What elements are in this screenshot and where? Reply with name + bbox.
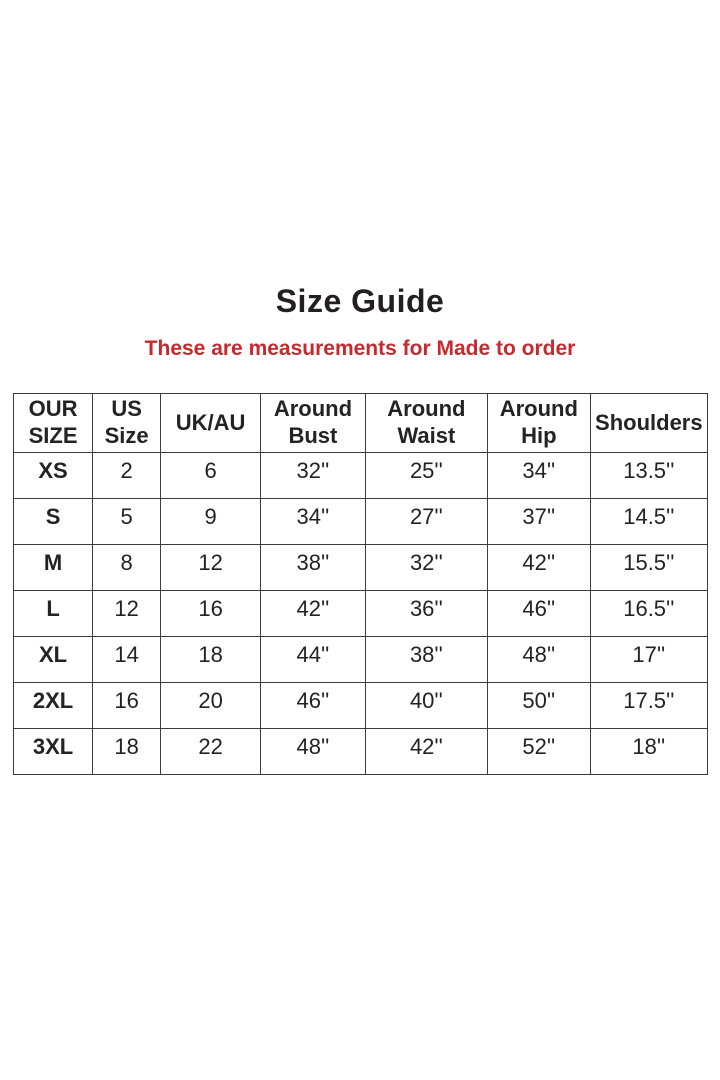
cell-shoulders: 16.5'' xyxy=(590,591,707,637)
page-subtitle: These are measurements for Made to order xyxy=(144,337,576,360)
cell-waist: 40'' xyxy=(365,683,487,729)
cell-bust: 42'' xyxy=(261,591,366,637)
page-title: Size Guide xyxy=(275,283,445,319)
cell-size: XL xyxy=(14,637,93,683)
cell-ukau: 12 xyxy=(161,545,261,591)
cell-shoulders: 17'' xyxy=(590,637,707,683)
cell-size: 2XL xyxy=(14,683,93,729)
cell-ukau: 20 xyxy=(161,683,261,729)
cell-hip: 46'' xyxy=(487,591,590,637)
header-our-size: OUR SIZE xyxy=(14,394,93,453)
table-row-xl xyxy=(14,637,708,683)
header-uk-au: UK/AU xyxy=(161,394,261,453)
cell-waist: 42'' xyxy=(365,729,487,775)
cell-hip: 42'' xyxy=(487,545,590,591)
cell-size: M xyxy=(14,545,93,591)
cell-size: 3XL xyxy=(14,729,93,775)
cell-us: 18 xyxy=(93,729,161,775)
cell-ukau: 9 xyxy=(161,499,261,545)
cell-ukau: 16 xyxy=(161,591,261,637)
cell-hip: 34'' xyxy=(487,453,590,499)
cell-us: 14 xyxy=(93,637,161,683)
table-header-row xyxy=(14,394,708,453)
cell-shoulders: 14.5'' xyxy=(590,499,707,545)
cell-bust: 32'' xyxy=(261,453,366,499)
cell-bust: 44'' xyxy=(261,637,366,683)
cell-waist: 36'' xyxy=(365,591,487,637)
cell-hip: 48'' xyxy=(487,637,590,683)
cell-waist: 25'' xyxy=(365,453,487,499)
cell-ukau: 22 xyxy=(161,729,261,775)
header-around-bust: Around Bust xyxy=(261,394,366,453)
cell-hip: 52'' xyxy=(487,729,590,775)
table-row-xs xyxy=(14,453,708,499)
cell-waist: 32'' xyxy=(365,545,487,591)
cell-us: 2 xyxy=(93,453,161,499)
header-us-size: US Size xyxy=(93,394,161,453)
table-row-l xyxy=(14,591,708,637)
cell-size: L xyxy=(14,591,93,637)
cell-bust: 46'' xyxy=(261,683,366,729)
cell-hip: 37'' xyxy=(487,499,590,545)
cell-hip: 50'' xyxy=(487,683,590,729)
cell-size: S xyxy=(14,499,93,545)
cell-size: XS xyxy=(14,453,93,499)
cell-shoulders: 17.5'' xyxy=(590,683,707,729)
header-around-hip: Around Hip xyxy=(487,394,590,453)
size-table-container xyxy=(13,393,708,775)
cell-bust: 48'' xyxy=(261,729,366,775)
cell-shoulders: 13.5'' xyxy=(590,453,707,499)
header-around-waist: Around Waist xyxy=(365,394,487,453)
header-shoulders: Shoulders xyxy=(590,394,707,453)
cell-bust: 34'' xyxy=(261,499,366,545)
cell-us: 5 xyxy=(93,499,161,545)
cell-shoulders: 18'' xyxy=(590,729,707,775)
table-row-m xyxy=(14,545,708,591)
table-row-3xl xyxy=(14,729,708,775)
table-row-2xl xyxy=(14,683,708,729)
size-table xyxy=(13,393,708,775)
cell-us: 12 xyxy=(93,591,161,637)
cell-ukau: 6 xyxy=(161,453,261,499)
cell-waist: 38'' xyxy=(365,637,487,683)
cell-waist: 27'' xyxy=(365,499,487,545)
cell-ukau: 18 xyxy=(161,637,261,683)
cell-shoulders: 15.5'' xyxy=(590,545,707,591)
cell-us: 8 xyxy=(93,545,161,591)
cell-us: 16 xyxy=(93,683,161,729)
table-row-s xyxy=(14,499,708,545)
cell-bust: 38'' xyxy=(261,545,366,591)
